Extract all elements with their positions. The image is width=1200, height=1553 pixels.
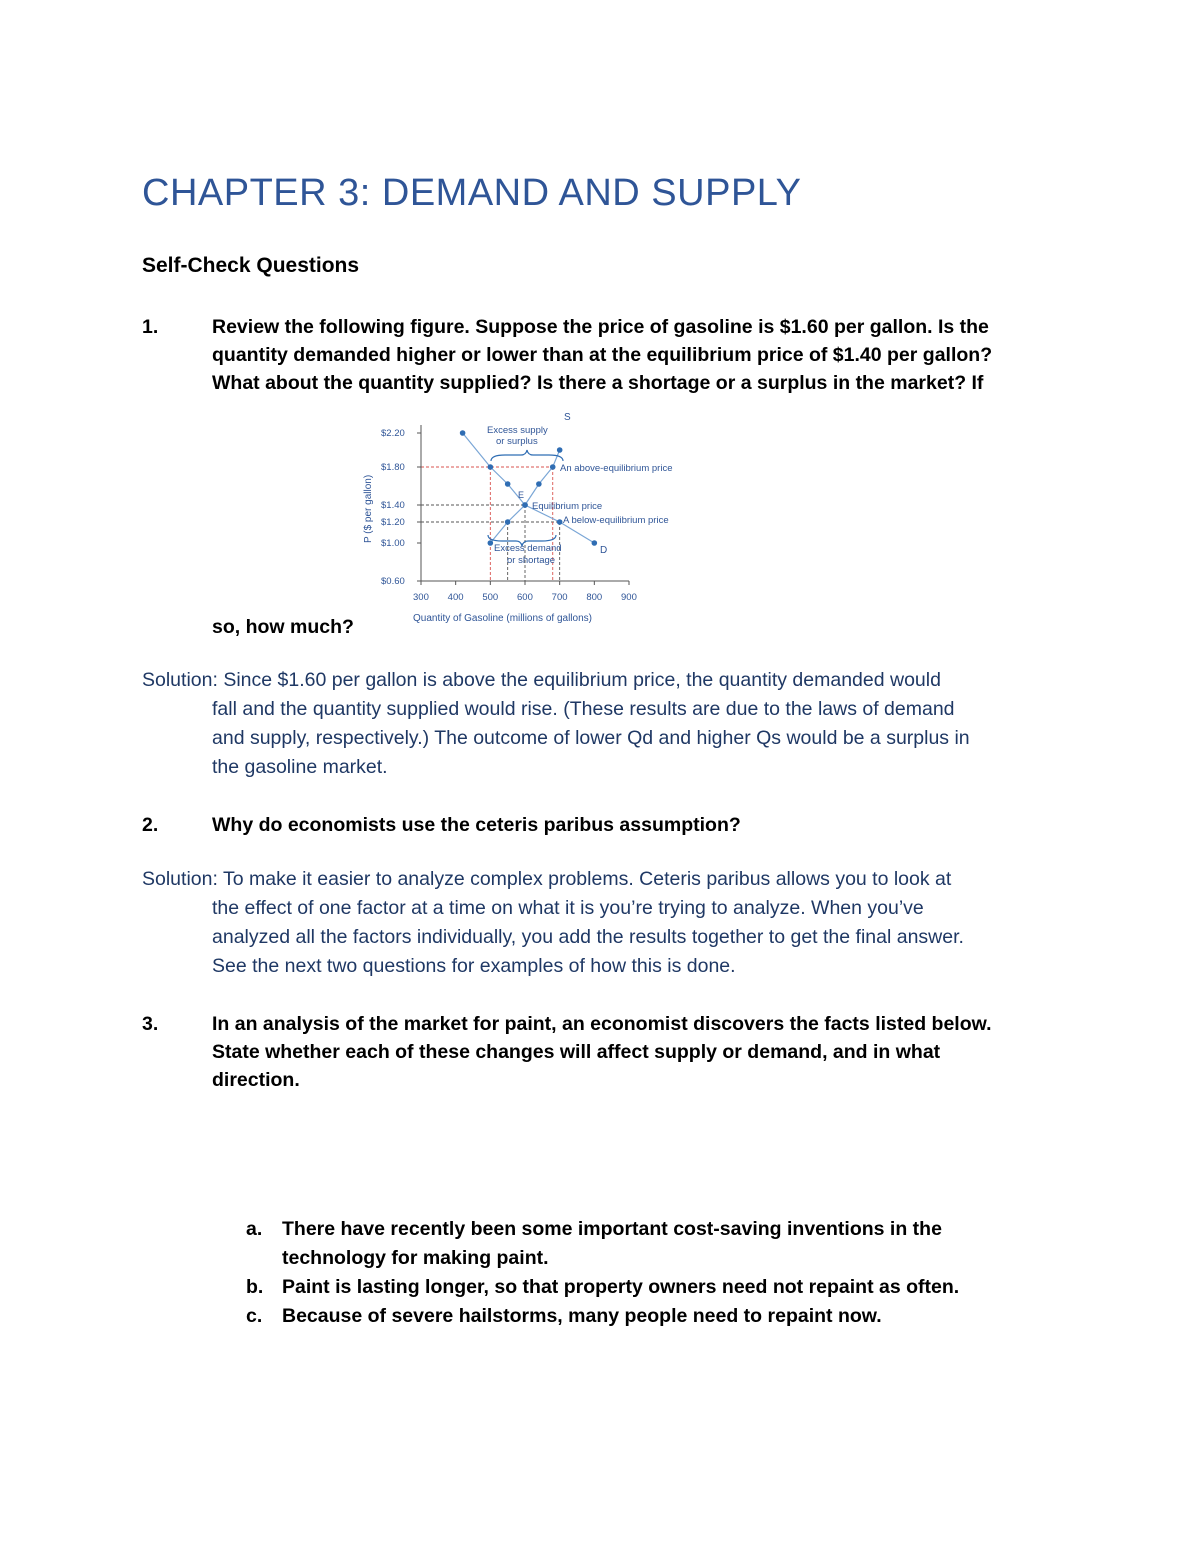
- x-tick-label: 500: [482, 592, 499, 603]
- solution-line: [142, 865, 1062, 894]
- demand-curve: [463, 433, 595, 543]
- sub-question-a: [246, 1215, 1026, 1273]
- x-tick-label: 900: [621, 592, 637, 603]
- x-tick-label: 400: [447, 592, 464, 603]
- question-line: Why do economists use the ceteris paribus assumption?: [212, 814, 741, 836]
- solution-line: See the next two questions for examples of how this is done.: [212, 955, 736, 977]
- demand-point: [522, 502, 528, 508]
- solution-1: [142, 666, 1062, 782]
- sub-question-letter: b.: [246, 1276, 264, 1298]
- y-tick-label: $1.00: [381, 538, 405, 549]
- shortage-label-2: or shortage: [507, 555, 556, 566]
- y-tick-labels: [381, 428, 421, 587]
- sub-question-letter: a.: [246, 1218, 263, 1240]
- solution-label: Solution:: [142, 868, 218, 890]
- x-tick-label: 300: [413, 592, 429, 603]
- point-e-label: E: [518, 490, 525, 500]
- x-tick-label: 600: [517, 592, 533, 603]
- question-line: quantity demanded higher or lower than at the equilibrium price of $1.40 per gallon?: [212, 344, 993, 366]
- solution-text: Since $1.60 per gallon is above the equilibrium price, the quantity demanded would: [223, 669, 941, 691]
- x-tick-label: 800: [586, 592, 603, 603]
- surplus-label-2: or surplus: [496, 436, 538, 447]
- question-line: direction.: [212, 1069, 300, 1091]
- shortage-label-1: Excess demand: [494, 543, 562, 554]
- solution-line: the effect of one factor at a time on what it is you’re trying to analyze. When you’ve: [212, 897, 924, 919]
- x-tick-labels: [413, 581, 637, 603]
- section-subtitle: Self-Check Questions: [142, 254, 360, 277]
- chapter-title: CHAPTER 3: DEMAND AND SUPPLY: [142, 172, 802, 214]
- below-price-label: A below-equilibrium price: [563, 515, 669, 526]
- supply-point: [488, 540, 494, 546]
- solution-text: To make it easier to analyze complex problems. Ceteris paribus allows you to look at: [222, 868, 952, 890]
- sub-question-line: Because of severe hailstorms, many people need to repaint now.: [282, 1305, 882, 1327]
- solution-2: [142, 865, 1062, 981]
- supply-label: S: [564, 412, 571, 423]
- demand-point: [557, 519, 563, 525]
- sub-question-c: [246, 1302, 1026, 1331]
- sub-question-line: Paint is lasting longer, so that property owners need not repaint as often.: [282, 1276, 960, 1298]
- x-axis-label: Quantity of Gasoline (millions of gallons): [413, 613, 592, 624]
- question-line: so, how much?: [212, 616, 354, 638]
- supply-point: [557, 447, 563, 453]
- x-tick-label: 700: [551, 592, 568, 603]
- question-line: In an analysis of the market for paint, an economist discovers the facts listed below.: [212, 1013, 992, 1035]
- sub-question-line: technology for making paint.: [282, 1247, 549, 1269]
- question-number: 2.: [142, 814, 159, 836]
- question-line: State whether each of these changes will affect supply or demand, and in what: [212, 1041, 941, 1063]
- supply-curve: [490, 450, 559, 543]
- above-price-label: An above-equilibrium price: [560, 463, 673, 474]
- y-axis-label: P ($ per gallon): [363, 474, 374, 543]
- curve-points: [460, 430, 597, 546]
- sub-question-list: [246, 1215, 1026, 1331]
- solution-line: analyzed all the factors individually, you add the results together to get the final answer.: [212, 926, 964, 948]
- solution-line: the gasoline market.: [212, 756, 388, 778]
- y-tick-label: $1.20: [381, 517, 405, 528]
- supply-point: [550, 464, 556, 470]
- y-tick-label: $1.40: [381, 500, 405, 511]
- question-line: Review the following figure. Suppose the price of gasoline is $1.60 per gallon. Is the: [212, 316, 989, 338]
- solution-line: and supply, respectively.) The outcome of lower Qd and higher Qs would be a surplus in: [212, 727, 970, 749]
- question-number: 3.: [142, 1013, 159, 1035]
- supply-point: [536, 481, 542, 487]
- sub-question-letter: c.: [246, 1305, 263, 1327]
- demand-point: [460, 430, 466, 436]
- question-number: 1.: [142, 316, 159, 338]
- y-tick-label: $0.60: [381, 576, 405, 587]
- solution-line: [142, 666, 1062, 695]
- demand-point: [488, 464, 494, 470]
- demand-label: D: [600, 545, 608, 556]
- demand-point: [592, 540, 598, 546]
- supply-point: [505, 519, 511, 525]
- equilibrium-label: Equilibrium price: [532, 501, 603, 512]
- supply-demand-chart: [355, 395, 673, 635]
- sub-question-line: There have recently been some important cost-saving inventions in the: [282, 1218, 942, 1240]
- surplus-brace: [491, 450, 563, 461]
- y-tick-label: $2.20: [381, 428, 405, 439]
- solution-label: Solution:: [142, 669, 218, 691]
- demand-point: [505, 481, 511, 487]
- solution-line: fall and the quantity supplied would rise. (These results are due to the laws of demand: [212, 698, 955, 720]
- surplus-label-1: Excess supply: [487, 425, 548, 436]
- question-line: What about the quantity supplied? Is there a shortage or a surplus in the market? If: [212, 372, 984, 394]
- sub-question-b: [246, 1273, 1026, 1302]
- y-tick-label: $1.80: [381, 462, 405, 473]
